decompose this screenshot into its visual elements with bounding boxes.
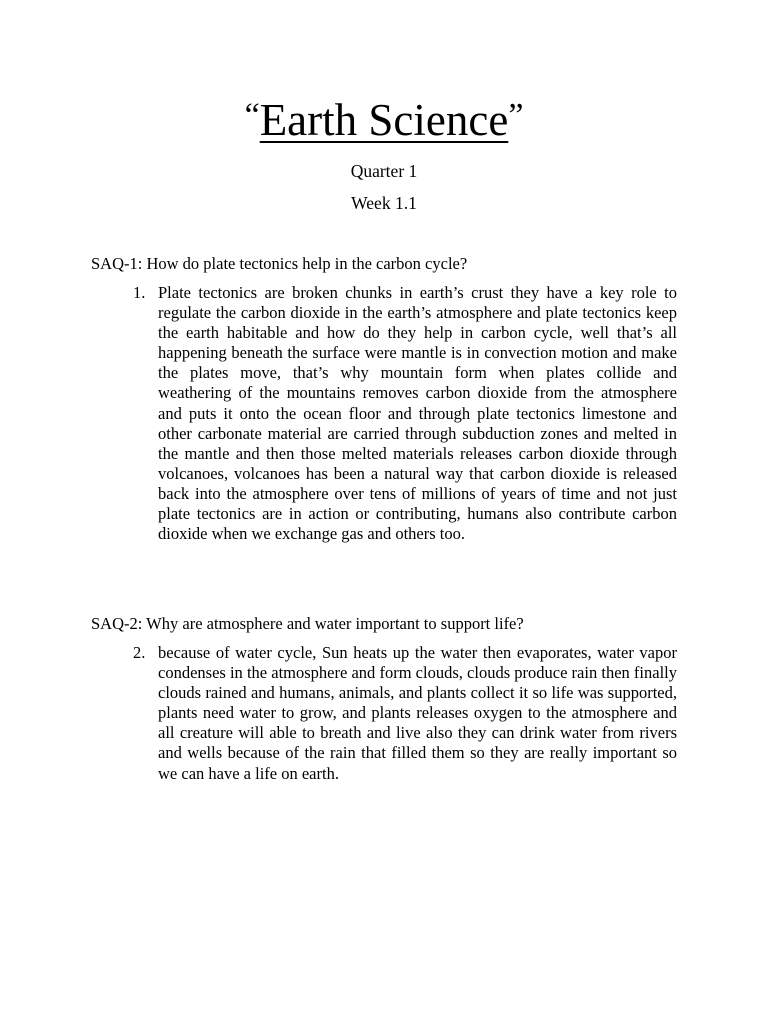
answer-1-text: Plate tectonics are broken chunks in earth’s crust they have a key role to regulate the carbon dioxide in the earth’s atmosphere and plate tectonics keep the earth habitable and how do they help in carbon cycle, well that’s all happening beneath the surface were mantle is in convection motion and make the plates move, that’s why mountain form when plates collide and weathering of the mountains removes carbon dioxide from the atmosphere and puts it onto the ocean floor and through plate tectonics limestone and other carbonate material are carried through subduction zones and melted in the mantle and then those melted materials releases carbon dioxide through volcanoes, volcanoes has been a natural way that carbon dioxide is released back into the atmosphere over tens of millions of years of time and not just plate tectonics are in action or contributing, humans also contribute carbon dioxide when we exchange gas and others too.	[158, 283, 677, 544]
answer-2-text: because of water cycle, Sun heats up the water then evaporates, water vapor condenses in the atmosphere and form clouds, clouds produce rain then finally clouds rained and humans, animals, and plants collect it so life was supported, plants need water to grow, and plants releases oxygen to the atmosphere and all creature will able to breath and live also they can drink water from rivers and wells because of the rain that filled them so they are really important so we can have a life on earth.	[158, 643, 677, 783]
answer-2-number: 2.	[133, 643, 146, 662]
quarter-label: Quarter 1	[350, 161, 418, 181]
question-2-label: SAQ-2:	[91, 614, 143, 633]
question-1-text: How do plate tectonics help in the carbon cycle?	[146, 254, 468, 273]
question-2	[91, 614, 524, 634]
title-open-quote: “	[244, 97, 260, 134]
question-1	[91, 254, 467, 274]
week-label: Week 1.1	[351, 193, 417, 213]
title-text: Earth Science	[259, 95, 509, 145]
title-close-quote: ”	[508, 97, 524, 134]
question-1-label: SAQ-1:	[91, 254, 143, 273]
question-2-text: Why are atmosphere and water important to support life?	[146, 614, 524, 633]
answer-1-number: 1.	[133, 283, 146, 302]
document-title	[0, 86, 768, 150]
